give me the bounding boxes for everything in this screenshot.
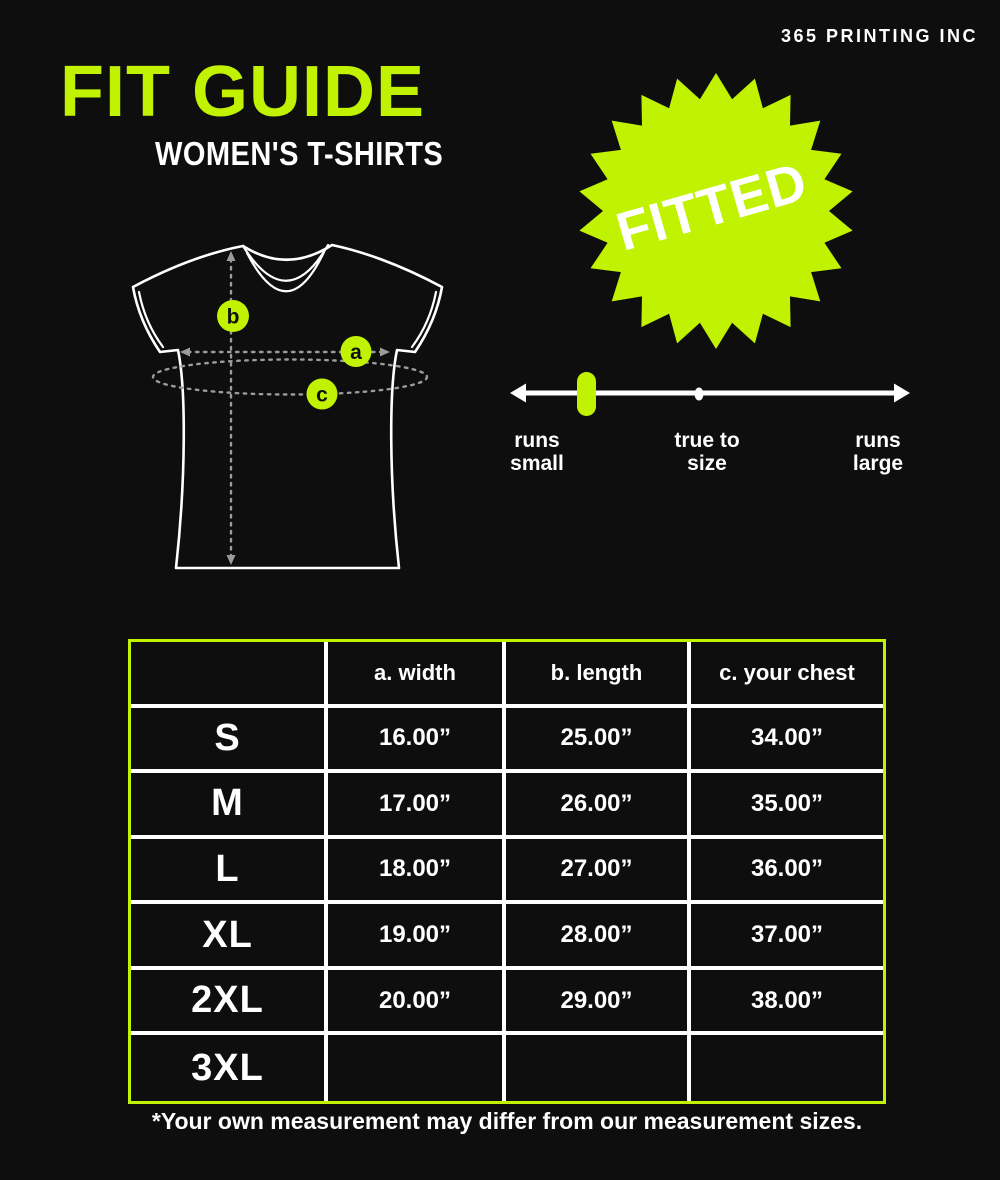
size-label: M [131, 773, 328, 839]
width-value [328, 1035, 506, 1101]
scale-label-line: runs [855, 429, 901, 452]
size-label: XL [131, 904, 328, 970]
size-label: L [131, 839, 328, 905]
scale-label-true-to-size [637, 429, 777, 475]
marker-c-label: c [316, 383, 328, 407]
scale-label-line: size [687, 452, 727, 475]
size-label: 2XL [131, 970, 328, 1036]
chest-value: 36.00” [691, 839, 883, 905]
width-value: 20.00” [328, 970, 506, 1036]
chest-guide-ellipse [153, 360, 427, 395]
width-value: 19.00” [328, 904, 506, 970]
scale-arrow-left-icon [510, 384, 526, 403]
chest-value: 35.00” [691, 773, 883, 839]
collar-band-inner [247, 252, 324, 291]
width-arrow-right [380, 348, 390, 357]
marker-b-label: b [226, 305, 240, 329]
brand-name: 365 PRINTING INC [780, 26, 978, 46]
page-subtitle: WOMEN'S T-SHIRTS [155, 135, 444, 172]
length-value: 29.00” [506, 970, 691, 1036]
width-value: 16.00” [328, 708, 506, 774]
col-header-size [131, 642, 328, 708]
length-value: 26.00” [506, 773, 691, 839]
chest-value: 37.00” [691, 904, 883, 970]
col-header-width: a. width [328, 642, 506, 708]
fitted-badge [566, 61, 866, 361]
chest-value: 34.00” [691, 708, 883, 774]
chest-value [691, 1035, 883, 1101]
tshirt-outline [133, 245, 442, 568]
length-arrow-bottom [227, 555, 236, 565]
scale-label-line: runs [514, 429, 560, 452]
col-header-chest: c. your chest [691, 642, 883, 708]
fit-scale-arrow [500, 370, 920, 430]
fit-scale [500, 370, 920, 485]
scale-label-line: true to [674, 429, 740, 452]
page-title: FIT GUIDE [60, 52, 425, 132]
collar-band-outer [243, 245, 328, 281]
badge-label: FITTED [610, 151, 814, 263]
size-label: S [131, 708, 328, 774]
width-arrow-left [180, 348, 190, 357]
length-value [506, 1035, 691, 1101]
chest-value: 38.00” [691, 970, 883, 1036]
length-value: 25.00” [506, 708, 691, 774]
scale-label-runs-large [808, 429, 948, 475]
true-to-size-dot [695, 388, 704, 401]
tshirt-diagram [115, 228, 460, 578]
length-arrow-top [227, 251, 236, 261]
col-header-length: b. length [506, 642, 691, 708]
size-chart-table [128, 639, 886, 1104]
fit-position-marker [577, 372, 596, 416]
marker-a-label: a [350, 341, 362, 364]
length-value: 27.00” [506, 839, 691, 905]
scale-label-line: large [852, 452, 904, 475]
width-value: 18.00” [328, 839, 506, 905]
scale-label-runs-small [467, 429, 607, 475]
footnote: *Your own measurement may differ from our measurement sizes. [151, 1108, 863, 1134]
scale-arrow-right-icon [894, 384, 910, 403]
size-label: 3XL [131, 1035, 328, 1101]
width-value: 17.00” [328, 773, 506, 839]
scale-label-line: small [510, 452, 564, 475]
length-value: 28.00” [506, 904, 691, 970]
